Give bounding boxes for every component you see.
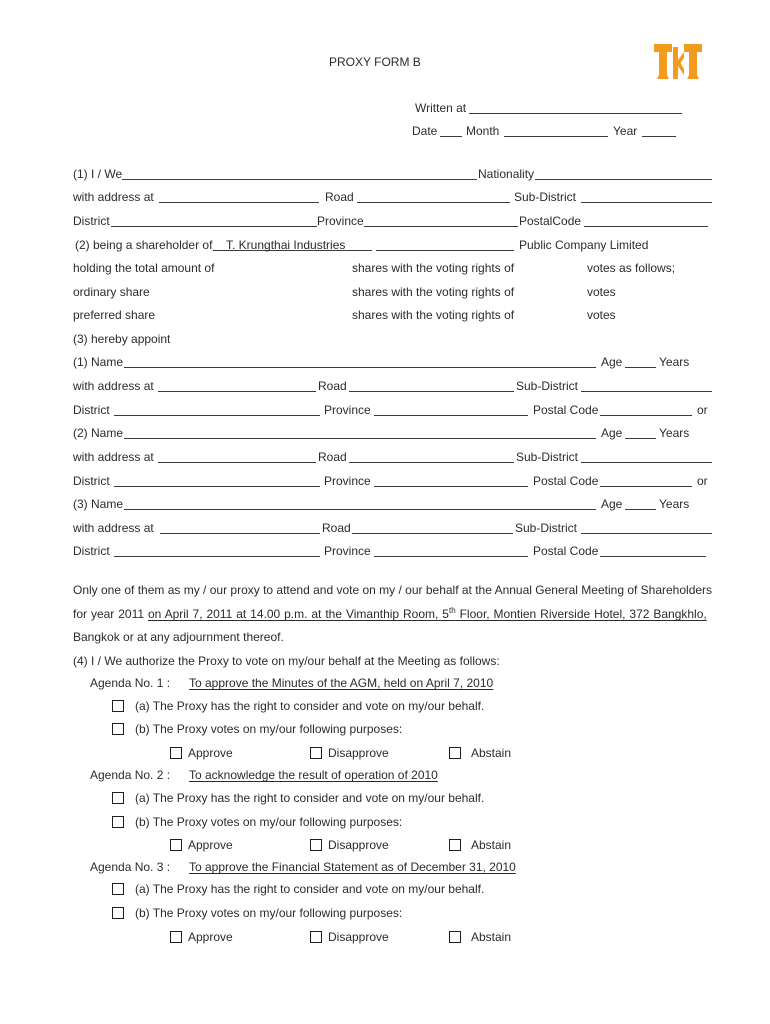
proxy-2-postal-code-label: Postal Code — [533, 474, 599, 488]
proxy-1-sub-district-field[interactable] — [581, 391, 712, 392]
floor-ordinal-suffix: th — [448, 606, 456, 615]
agenda-2-abstain-checkbox[interactable] — [449, 839, 461, 851]
proxy-2-district-label: District — [73, 474, 110, 488]
proxy-3-age-field[interactable] — [625, 509, 656, 510]
proxy-1-postal-code-label: Postal Code — [533, 403, 599, 417]
proxy-1-district-label: District — [73, 403, 110, 417]
shareholder-name-label: (1) I / We — [73, 167, 123, 181]
agenda-2-approve-checkbox[interactable] — [170, 839, 182, 851]
ordinary-share-voting-label: shares with the voting rights of — [352, 285, 515, 299]
statement-line-3: Bangkok or at any adjournment thereof. — [73, 630, 284, 644]
proxy-2-years-label: Years — [659, 426, 690, 440]
proxy-3-province-label: Province — [324, 544, 371, 558]
shareholder-address-label: with address at — [73, 190, 154, 204]
proxy-2-road-label: Road — [318, 450, 347, 464]
shareholder-address-field[interactable] — [159, 202, 319, 203]
agenda-1-option-b-label: (b) The Proxy votes on my/our following purposes: — [135, 722, 403, 736]
proxy-2-sub-district-label: Sub-District — [516, 450, 579, 464]
proxy-1-age-field[interactable] — [625, 367, 656, 368]
shareholder-road-label: Road — [325, 190, 354, 204]
agenda-1-option-a-label: (a) The Proxy has the right to consider and vote on my/our behalf. — [135, 699, 485, 713]
authorization-intro: (4) I / We authorize the Proxy to vote on my/our behalf at the Meeting as follows: — [73, 654, 500, 668]
appoint-heading: (3) hereby appoint — [73, 332, 171, 346]
agenda-2-option-b-label: (b) The Proxy votes on my/our following purposes: — [135, 815, 403, 829]
total-shares-voting-label: shares with the voting rights of — [352, 261, 515, 275]
proxy-3-district-field[interactable] — [114, 556, 320, 557]
agenda-2-title: To acknowledge the result of operation of 2010 — [189, 768, 438, 782]
agenda-1-abstain-label: Abstain — [471, 746, 512, 760]
proxy-1-address-label: with address at — [73, 379, 154, 393]
nationality-field[interactable] — [535, 179, 712, 180]
proxy-3-postal-code-label: Postal Code — [533, 544, 599, 558]
written-at-label: Written at — [415, 101, 467, 115]
proxy-1-postal-code-field[interactable] — [600, 415, 692, 416]
proxy-2-district-field[interactable] — [114, 486, 320, 487]
agenda-2-approve-label: Approve — [188, 838, 233, 852]
agenda-3-label: Agenda No. 3 : — [90, 860, 171, 874]
tkt-logo-mark — [654, 44, 702, 79]
agenda-2-option-a-checkbox[interactable] — [112, 792, 124, 804]
proxy-2-road-field[interactable] — [349, 462, 514, 463]
agenda-3-approve-label: Approve — [188, 930, 233, 944]
meeting-details-part-a: on April 7, 2011 at 14.00 p.m. at the Vimanthip Room, 5 — [147, 607, 449, 621]
proxy-1-name-field[interactable] — [124, 367, 596, 368]
proxy-3-district-label: District — [73, 544, 110, 558]
total-shares-label: holding the total amount of — [73, 261, 215, 275]
preferred-share-voting-label: shares with the voting rights of — [352, 308, 515, 322]
agenda-2-option-b-checkbox[interactable] — [112, 816, 124, 828]
shareholder-district-label: District — [73, 214, 110, 228]
proxy-1-years-label: Years — [659, 355, 690, 369]
nationality-label: Nationality — [478, 167, 535, 181]
proxy-3-name-field[interactable] — [124, 509, 596, 510]
agenda-1-approve-checkbox[interactable] — [170, 747, 182, 759]
agenda-3-abstain-label: Abstain — [471, 930, 512, 944]
agenda-1-disapprove-checkbox[interactable] — [310, 747, 322, 759]
agenda-1-option-b-checkbox[interactable] — [112, 723, 124, 735]
proxy-3-province-field[interactable] — [374, 556, 528, 557]
ordinary-share-label: ordinary share — [73, 285, 150, 299]
proxy-2-province-field[interactable] — [374, 486, 528, 487]
proxy-3-sub-district-field[interactable] — [581, 533, 712, 534]
agenda-1-disapprove-label: Disapprove — [328, 746, 389, 760]
proxy-1-name-label: (1) Name — [73, 355, 124, 369]
tkt-logo — [654, 44, 702, 79]
ordinary-votes-label: votes — [587, 285, 616, 299]
agenda-1-abstain-checkbox[interactable] — [449, 747, 461, 759]
shareholder-road-field[interactable] — [357, 202, 510, 203]
shareholder-name-field[interactable] — [122, 179, 477, 180]
proxy-3-address-label: with address at — [73, 521, 154, 535]
agenda-2-option-a-label: (a) The Proxy has the right to consider and vote on my/our behalf. — [135, 791, 485, 805]
shareholder-district-field[interactable] — [111, 226, 317, 227]
company-name: T. Krungthai Industries — [226, 238, 346, 252]
proxy-2-sub-district-field[interactable] — [581, 462, 712, 463]
shareholder-postal-code-field[interactable] — [584, 226, 708, 227]
proxy-3-sub-district-label: Sub-District — [515, 521, 578, 535]
proxy-2-province-label: Province — [324, 474, 371, 488]
agenda-3-option-b-checkbox[interactable] — [112, 907, 124, 919]
total-votes-label: votes as follows; — [587, 261, 676, 275]
proxy-3-name-label: (3) Name — [73, 497, 124, 511]
meeting-details — [148, 607, 707, 621]
proxy-3-address-field[interactable] — [160, 533, 320, 534]
agenda-1-label: Agenda No. 1 : — [90, 676, 171, 690]
proxy-2-age-label: Age — [601, 426, 623, 440]
statement-line-2-prefix: for year 2011 — [73, 607, 145, 621]
statement-line-1: Only one of them as my / our proxy to attend and vote on my / our behalf at the Annual General Meeting of Shareholders — [73, 583, 713, 597]
proxy-2-address-field[interactable] — [158, 462, 316, 463]
agenda-2-disapprove-checkbox[interactable] — [310, 839, 322, 851]
proxy-1-road-field[interactable] — [349, 391, 514, 392]
year-label: Year — [613, 124, 638, 138]
proxy-1-or-label: or — [697, 403, 708, 417]
written-at-field[interactable] — [469, 113, 682, 114]
proxy-2-name-label: (2) Name — [73, 426, 124, 440]
proxy-3-road-field[interactable] — [352, 533, 513, 534]
agenda-3-option-a-checkbox[interactable] — [112, 883, 124, 895]
proxy-2-age-field[interactable] — [625, 438, 656, 439]
proxy-3-postal-code-field[interactable] — [600, 556, 706, 557]
company-suffix: Public Company Limited — [519, 238, 649, 252]
date-field[interactable] — [440, 136, 462, 137]
shareholder-of-label: (2) being a shareholder of — [75, 238, 213, 252]
proxy-1-province-field[interactable] — [374, 415, 528, 416]
agenda-3-option-b-label: (b) The Proxy votes on my/our following purposes: — [135, 906, 403, 920]
agenda-3-option-a-label: (a) The Proxy has the right to consider and vote on my/our behalf. — [135, 882, 485, 896]
proxy-1-address-field[interactable] — [158, 391, 316, 392]
agenda-3-approve-checkbox[interactable] — [170, 931, 182, 943]
proxy-3-age-label: Age — [601, 497, 623, 511]
proxy-3-years-label: Years — [659, 497, 690, 511]
agenda-3-abstain-checkbox[interactable] — [449, 931, 461, 943]
shareholder-sub-district-label: Sub-District — [514, 190, 577, 204]
proxy-1-district-field[interactable] — [114, 415, 320, 416]
agenda-3-disapprove-checkbox[interactable] — [310, 931, 322, 943]
shareholder-sub-district-field[interactable] — [581, 202, 712, 203]
month-label: Month — [466, 124, 500, 138]
proxy-1-road-label: Road — [318, 379, 347, 393]
proxy-2-or-label: or — [697, 474, 708, 488]
agenda-3-title: To approve the Financial Statement as of December 31, 2010 — [189, 860, 516, 874]
shareholder-province-field[interactable] — [364, 226, 518, 227]
company-name-extra-field[interactable] — [376, 250, 514, 251]
shareholder-postal-code-label: PostalCode — [519, 214, 582, 228]
agenda-1-option-a-checkbox[interactable] — [112, 700, 124, 712]
proxy-2-name-field[interactable] — [124, 438, 596, 439]
proxy-2-postal-code-field[interactable] — [600, 486, 692, 487]
agenda-2-disapprove-label: Disapprove — [328, 838, 389, 852]
agenda-3-disapprove-label: Disapprove — [328, 930, 389, 944]
agenda-2-label: Agenda No. 2 : — [90, 768, 171, 782]
agenda-1-approve-label: Approve — [188, 746, 233, 760]
date-label: Date — [412, 124, 438, 138]
form-title: PROXY FORM B — [329, 55, 421, 69]
agenda-1-title: To approve the Minutes of the AGM, held on April 7, 2010 — [189, 676, 494, 690]
shareholder-province-label: Province — [317, 214, 364, 228]
preferred-votes-label: votes — [587, 308, 616, 322]
statement-line-2 — [73, 607, 707, 621]
proxy-3-road-label: Road — [322, 521, 351, 535]
meeting-details-part-b: Floor, Montien Riverside Hotel, 372 Bangkhlo, — [459, 607, 707, 621]
proxy-2-address-label: with address at — [73, 450, 154, 464]
agenda-2-abstain-label: Abstain — [471, 838, 512, 852]
proxy-1-age-label: Age — [601, 355, 623, 369]
proxy-1-sub-district-label: Sub-District — [516, 379, 579, 393]
year-field[interactable] — [642, 136, 676, 137]
proxy-1-province-label: Province — [324, 403, 371, 417]
preferred-share-label: preferred share — [73, 308, 156, 322]
month-field[interactable] — [504, 136, 608, 137]
